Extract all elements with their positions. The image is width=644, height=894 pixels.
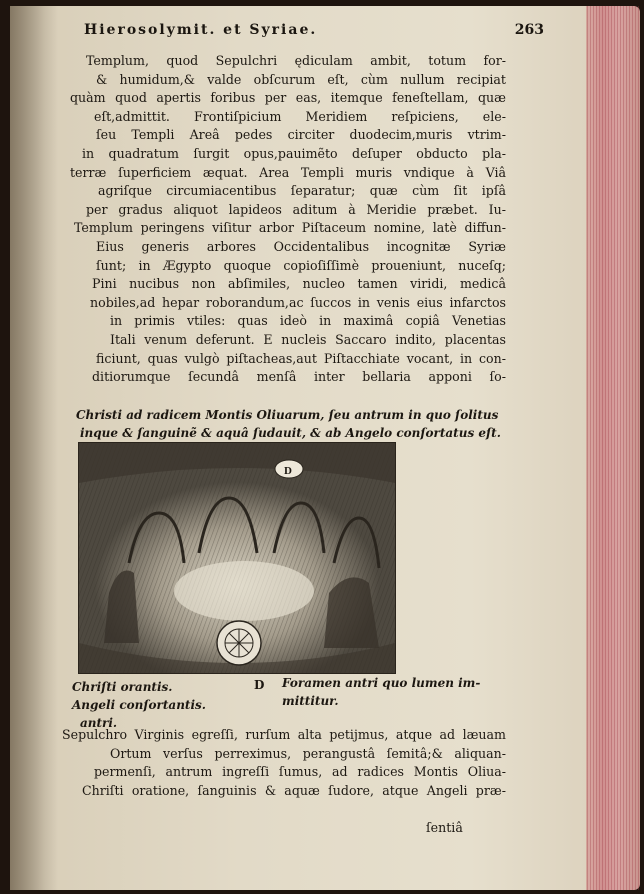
text-line: agriſque circumiacentibus ſeparatur; quæ cùm ſit ipſâ xyxy=(98,183,506,199)
page-number: 263 xyxy=(514,22,544,38)
text-line: Sepulchro Virginis egreſſi, rurſum alta petijmus, atque ad læuam xyxy=(62,727,506,742)
caption-line: inque & ſanguinẽ & aquâ ſudauit, & ab Angelo conſortatus eſt. xyxy=(80,426,501,440)
legend-item-d xyxy=(282,674,480,710)
text-line: ditiorumque ſecundâ menſâ inter bellaria apponi ſo- xyxy=(92,369,506,385)
text-line: Templum, quod Sepulchri ędiculam ambit, totum for- xyxy=(86,53,506,68)
text-line: quàm quod apertis foribus per eas, itemque feneſtellam, quæ xyxy=(70,90,506,106)
engraving-illustration xyxy=(78,442,396,674)
legend-letter-d: D xyxy=(254,678,265,692)
text-line: Itali venum deferunt. E nucleis Saccaro indito, placentas xyxy=(110,331,506,347)
text-line: Templum peringens viſitur arbor Piſtaceum nomine, latè diffun- xyxy=(74,220,506,236)
text-line: terræ ſuperficiem æquat. Area Templi muris vndique à Viâ xyxy=(70,164,506,180)
text-line: eſt,admittit. Frontiſpicium Meridiem reſpiciens, ele- xyxy=(94,108,506,124)
running-head: Hierosolymit. et Syriae. xyxy=(84,22,318,38)
text-line: Eius generis arbores Occidentalibus incognitæ Syriæ xyxy=(96,238,506,254)
text-line: per gradus aliquot lapideos aditum à Meridie præbet. Iu- xyxy=(86,201,506,217)
paragraph-upper xyxy=(26,52,506,387)
text-line: ſeu Templi Areâ pedes circiter duodecim,muris vtrim- xyxy=(96,127,506,143)
catchword: ſentiâ xyxy=(426,820,463,835)
figure-legend xyxy=(72,678,206,732)
figure-marker-d: D xyxy=(284,465,292,477)
legend-d-line-2: mittitur. xyxy=(282,694,339,708)
text-line: Pini nucibus non abſimiles, nucleo tamen viridi, medicâ xyxy=(92,276,506,292)
text-line: ficiunt, quas vulgò piſtacheas,aut Piſtacchiate vocant, in con- xyxy=(96,350,506,366)
page-header xyxy=(84,22,544,40)
legend-item-b: Angeli conſortantis. xyxy=(72,698,206,712)
fore-edge xyxy=(578,6,640,890)
figure-caption xyxy=(26,406,501,442)
legend-d-line-1: Foramen antri quo lumen im- xyxy=(282,676,481,690)
text-line: in primis vtiles: quas ideò in maximâ copiâ Venetias xyxy=(110,313,506,329)
caption-line: Christi ad radicem Montis Oliuarum, ſeu antrum in quo ſolitus xyxy=(76,408,499,422)
text-line: in quadratum ſurgit opus,pauimẽto deſuper obducto pla- xyxy=(82,145,506,161)
text-line: permenſi, antrum ingreſſi ſumus, ad radices Montis Oliua- xyxy=(94,764,506,780)
text-line: nobiles,ad hepar roborandum,ac ſuccos in venis eius infarctos xyxy=(90,294,506,310)
text-line: & humidum,& valde obſcurum eſt, cùm nullum recipiat xyxy=(96,71,506,87)
paragraph-lower xyxy=(26,726,506,800)
text-line: Ortum verſus perreximus, perangustâ ſemitâ;& aliquan- xyxy=(110,745,506,761)
legend-item-c: antri. xyxy=(80,716,118,730)
legend-item-a: Chriſti orantis. xyxy=(72,680,173,694)
text-line: Chriſti oratione, ſanguinis & aquæ ſudore, atque Angeli præ- xyxy=(82,782,506,798)
text-line: ſunt; in Ægypto quoque copioſiſſimè proueniunt, nuceſq; xyxy=(96,257,506,273)
